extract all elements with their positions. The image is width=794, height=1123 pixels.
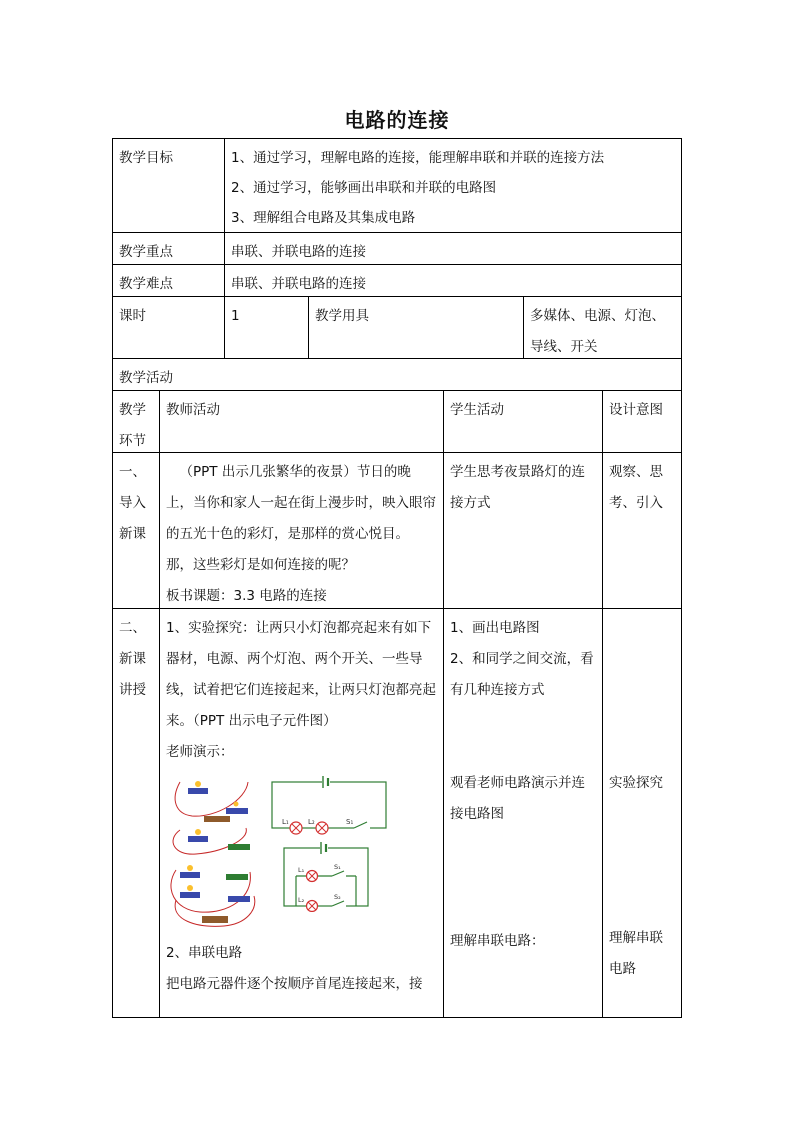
section1-stage: 一、 导入 新课: [113, 453, 160, 609]
section1-design: 观察、思考、引入: [603, 453, 682, 609]
lamp-icon: [307, 871, 318, 882]
schematic-label: L₂: [308, 818, 315, 826]
section2-design: 实验探究 理解串联电路: [603, 609, 682, 1018]
key-point-label: 教学重点: [113, 233, 225, 265]
parallel-circuit-diagram: [282, 840, 378, 912]
lamp-icon: [307, 901, 318, 912]
tools-label: 教学用具: [309, 297, 524, 359]
teacher-header: 教师活动: [160, 391, 444, 453]
design-header: 设计意图: [603, 391, 682, 453]
activities-label: 教学活动: [113, 359, 682, 391]
section2-stage: 二、 新课 讲授: [113, 609, 160, 1018]
schematic-label: S₁: [334, 863, 341, 871]
hours-value: 1: [225, 297, 309, 359]
schematic-label: L₁: [282, 818, 289, 826]
objective-item: 3、理解组合电路及其集成电路: [231, 210, 416, 226]
series-circuit-diagram: [270, 774, 390, 838]
lamp-icon: [316, 822, 328, 834]
section1-student: 学生思考夜景路灯的连接方式: [444, 453, 603, 609]
difficulty-value: 串联、并联电路的连接: [225, 265, 682, 297]
key-point-value: 串联、并联电路的连接: [225, 233, 682, 265]
schematic-label: S₁: [346, 818, 354, 826]
circuit-figures: [166, 770, 437, 938]
section1-teacher: （PPT 出示几张繁华的夜景）节日的晚上，当你和家人一起在街上漫步时，映入眼帘的五光十色的彩灯，是那样的赏心悦目。 那，这些彩灯是如何连接的呢？ 板书课题：3.3 电路的连接: [160, 453, 444, 609]
difficulty-label: 教学难点: [113, 265, 225, 297]
objective-item: 2、通过学习，能够画出串联和并联的电路图: [231, 180, 497, 196]
tools-value: 多媒体、电源、灯泡、 导线、开关: [524, 297, 682, 359]
student-header: 学生活动: [444, 391, 603, 453]
objective-item: 1、通过学习，理解电路的连接，能理解串联和并联的连接方法: [231, 150, 605, 166]
schematic-label: L₂: [298, 896, 305, 904]
objectives-label: 教学目标: [113, 139, 225, 233]
stage-header: 教学 环节: [113, 391, 160, 453]
schematic-label: L₁: [298, 866, 305, 874]
circuit-photo-image: [166, 770, 262, 934]
section2-student: 1、画出电路图 2、和同学之间交流，看有几种连接方式 观看老师电路演示并连接电路图 理解串联电路：: [444, 609, 603, 1018]
page-title: 电路的连接: [344, 108, 450, 132]
lamp-icon: [290, 822, 302, 834]
lesson-plan-table: [112, 138, 682, 1018]
schematic-label: S₂: [334, 893, 341, 901]
section2-teacher: 1、实验探究：让两只小灯泡都亮起来有如下器材，电源、两个灯泡、两个开关、一些导线，试着把它们连接起来，让两只灯泡都亮起来。（PPT 出示电子元件图） 老师演示： L₁ L₂ S₁ L₁ L₂ S₁ S₂ 2、串联电路 把电路元器件逐个按顺序首尾连接起来，接: [160, 609, 444, 1018]
hours-label: 课时: [113, 297, 225, 359]
objectives-content: [225, 139, 682, 233]
